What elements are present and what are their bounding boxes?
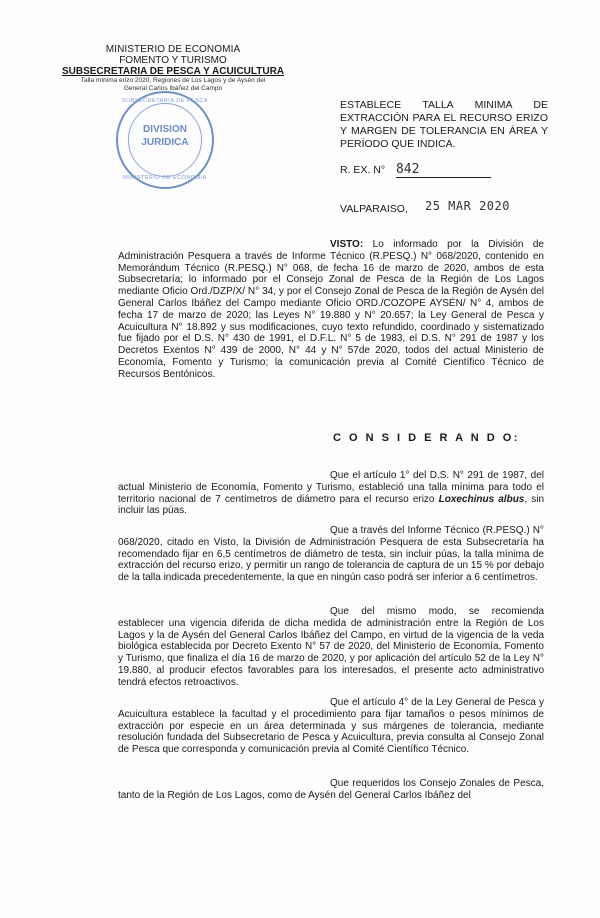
paragraph-3: Que del mismo modo, se recomienda establecer una vigencia diferida de dicha medida de administración entre la Región de Los Lagos y la de Aysén del General Carlos Ibáñez del Campo, en virtud de la vigencia de la veda biológica establecida por Decreto Exento N° 57 de 2020, del Ministerio de Economía, Fomento y Turismo, que finaliza el día 16 de marzo de 2020, y por aplicación del artículo 52 de la Ley N° 19.880, al producir efectos favorables para los interesados, el presente acto administrativo tendrá efectos retroactivos. — [118, 606, 544, 688]
paragraph-4: Que el artículo 4° de la Ley General de Pesca y Acuicultura establece la facultad y el procedimiento para fijar tamaños o pesos mínimos de extracción por especie en un área determinada y sus márgenes de tolerancia, mediante resolución fundada del Subsecretario de Pesca y Acuicultura, previa consulta al Consejo Zonal de Pesca que corresponda y comunicación previa al Comité Científico Técnico. — [118, 697, 544, 756]
stamp-line-1: DIVISION — [143, 124, 187, 135]
visto-text: Lo informado por la División de Administración Pesquera a través de Informe Técnico (R.PESQ.) N° 068/2020, contenido en Memorándum Técnico (R.PESQ.) N° 068, de fecha 16 de marzo de 2020, ambos de esta Subsecretaría; lo informado por el Consejo Zonal de Pesca de la Región de Los Lagos mediante Oficio Ord./DZP/X/ N° 34, y por el Consejo Zonal de Pesca de la Región de Aysén del General Carlos Ibáñez del Campo mediante Oficio ORD./COZOPE AYSÉN/ N° 4, ambos de fecha 17 de marzo de 2020; las Leyes N° 19.880 y N° 20.657; la Ley General de Pesca y Acuicultura N° 18.892 y sus modificaciones, cuyo texto refundido, coordinado y sistematizado fue fijado por el D.S. N° 430 de 1991, el D.F.L. N° 5 de 1983, el D.S. N° 291 de 1987 y los Decretos Exentos N° 439 de 2000, N° 44 y N° 57de 2020, todos del actual Ministerio de Economía, Fomento y Turismo; la comunicación previa al Comité Científico Técnico de Recursos Bentónicos. — [118, 239, 544, 380]
ministry-subname: FOMENTO Y TURISMO — [119, 55, 227, 66]
resolution-number-line — [340, 162, 491, 178]
reference-line-1: Talla mínima erizo 2020, Regiones de Los Lagos y de Aysén del — [80, 77, 266, 84]
species-name: Loxechinus albus — [438, 493, 525, 505]
date-stamp: 25 MAR 2020 — [425, 199, 510, 213]
resolution-title: ESTABLECE TALLA MINIMA DE EXTRACCIÓN PARA EL RECURSO ERIZO Y MARGEN DE TOLERANCIA EN ÁREA Y PERÍODO QUE INDICA. — [340, 99, 548, 150]
paragraph-1 — [118, 470, 544, 517]
stamp-line-2: JURIDICA — [141, 137, 189, 148]
subsecretaria-name: SUBSECRETARIA DE PESCA Y ACUICULTURA — [61, 66, 285, 77]
ministry-name: MINISTERIO DE ECONOMIA — [105, 44, 241, 55]
visto-paragraph — [118, 239, 544, 381]
place-label: VALPARAISO, — [340, 203, 408, 215]
resolution-label: R. EX. N° — [340, 164, 386, 176]
ministry-header — [58, 44, 288, 93]
reference-line-2: General Carlos Ibáñez del Campo — [123, 85, 223, 92]
division-juridica-stamp — [116, 91, 214, 189]
paragraph-1-end: , sin incluir las púas. — [118, 493, 545, 517]
visto-label: VISTO: — [330, 239, 364, 250]
stamp-center-text — [118, 123, 212, 149]
paragraph-1-text: Que el artículo 1° del D.S. N° 291 de 1987, del actual Ministerio de Economía, Fomento y Turismo, estableció una talla mínima para todo el territorio nacional de 7 centímetros de diámetro para el recurso erizo — [118, 470, 544, 505]
stamp-ring-top-text: SUBSECRETARIA DE PESCA — [121, 98, 209, 104]
stamp-ring-bottom-text: MINISTERIO DE ECONOMIA — [123, 175, 207, 181]
resolution-number: 842 — [396, 162, 491, 178]
considerando-heading: C O N S I D E R A N D O: — [333, 432, 520, 444]
paragraph-2: Que a través del Informe Técnico (R.PESQ.) N° 068/2020, citado en Visto, la División de Administración Pesquera de esta Subsecretaría ha recomendado fijar en 6,5 centímetros de diámetro de testa, sin incluir púas, la talla mínima de extracción del recurso erizo, y permitir un rango de tolerancia de captura de un 15 % por debajo de la talla indicada precedentemente, la que en ningún caso podrá ser inferior a 6 centímetros. — [118, 525, 544, 584]
paragraph-5: Que requeridos los Consejo Zonales de Pesca, tanto de la Región de Los Lagos, como de Aysén del General Carlos Ibáñez del — [118, 778, 544, 801]
